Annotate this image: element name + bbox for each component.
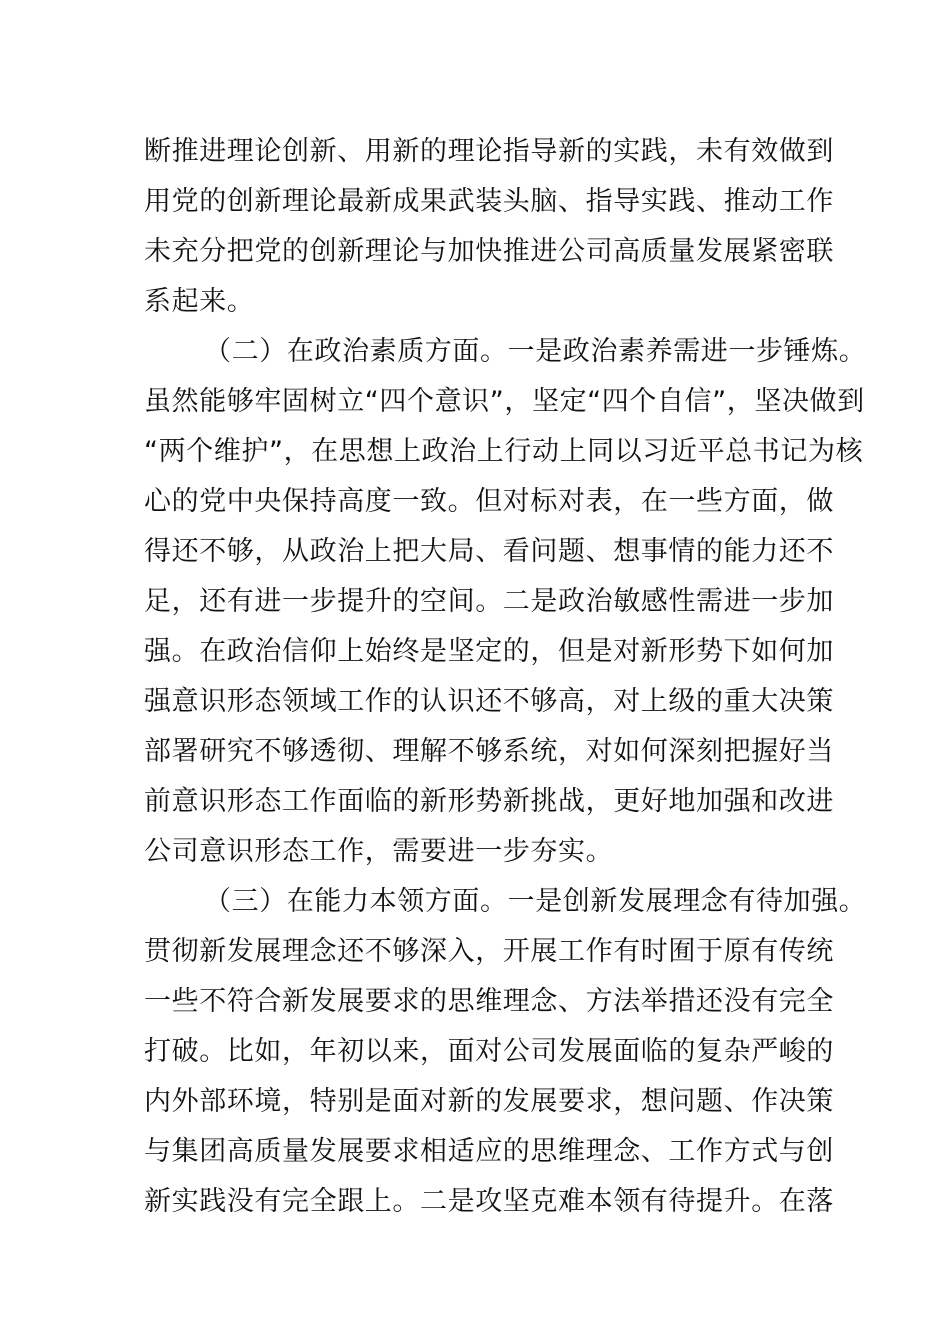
text-line: 断推进理论创新、用新的理论指导新的实践，未有效做到 <box>144 136 834 167</box>
text-line: 新实践没有完全跟上。二是攻坚克难本领有待提升。在落 <box>144 1186 834 1217</box>
text-line: “两个维护”，在思想上政治上行动上同以习近平总书记为核 <box>144 436 864 467</box>
text-line: 得还不够，从政治上把大局、看问题、想事情的能力还不 <box>144 536 834 567</box>
text-line: 前意识形态工作面临的新形势新挑战，更好地加强和改进 <box>144 786 834 817</box>
text-line: 公司意识形态工作，需要进一步夯实。 <box>144 836 614 867</box>
text-line: 贯彻新发展理念还不够深入，开展工作有时囿于原有传统 <box>144 936 834 967</box>
text-line: 虽然能够牢固树立“四个意识”，坚定“四个自信”，坚决做到 <box>144 386 865 417</box>
text-line: 心的党中央保持高度一致。但对标对表，在一些方面，做 <box>144 486 834 517</box>
text-line: 足，还有进一步提升的空间。二是政治敏感性需进一步加 <box>144 586 834 617</box>
text-line: 部署研究不够透彻、理解不够系统，对如何深刻把握好当 <box>144 736 834 767</box>
section-heading-line: （二）在政治素质方面。一是政治素养需进一步锤炼。 <box>204 336 867 367</box>
text-line: 未充分把党的创新理论与加快推进公司高质量发展紧密联 <box>144 236 834 267</box>
text-line: 与集团高质量发展要求相适应的思维理念、工作方式与创 <box>144 1136 834 1167</box>
text-line: 强意识形态领域工作的认识还不够高，对上级的重大决策 <box>144 686 834 717</box>
text-line: 用党的创新理论最新成果武装头脑、指导实践、推动工作 <box>144 186 834 217</box>
text-line: 一些不符合新发展要求的思维理念、方法举措还没有完全 <box>144 986 834 1017</box>
text-line: 强。在政治信仰上始终是坚定的，但是对新形势下如何加 <box>144 636 834 667</box>
text-line: 内外部环境，特别是面对新的发展要求，想问题、作决策 <box>144 1086 834 1117</box>
section-heading-line: （三）在能力本领方面。一是创新发展理念有待加强。 <box>204 886 867 917</box>
text-line: 打破。比如，年初以来，面对公司发展面临的复杂严峻的 <box>144 1036 834 1067</box>
body-text <box>144 127 867 1227</box>
text-line: 系起来。 <box>144 286 255 317</box>
